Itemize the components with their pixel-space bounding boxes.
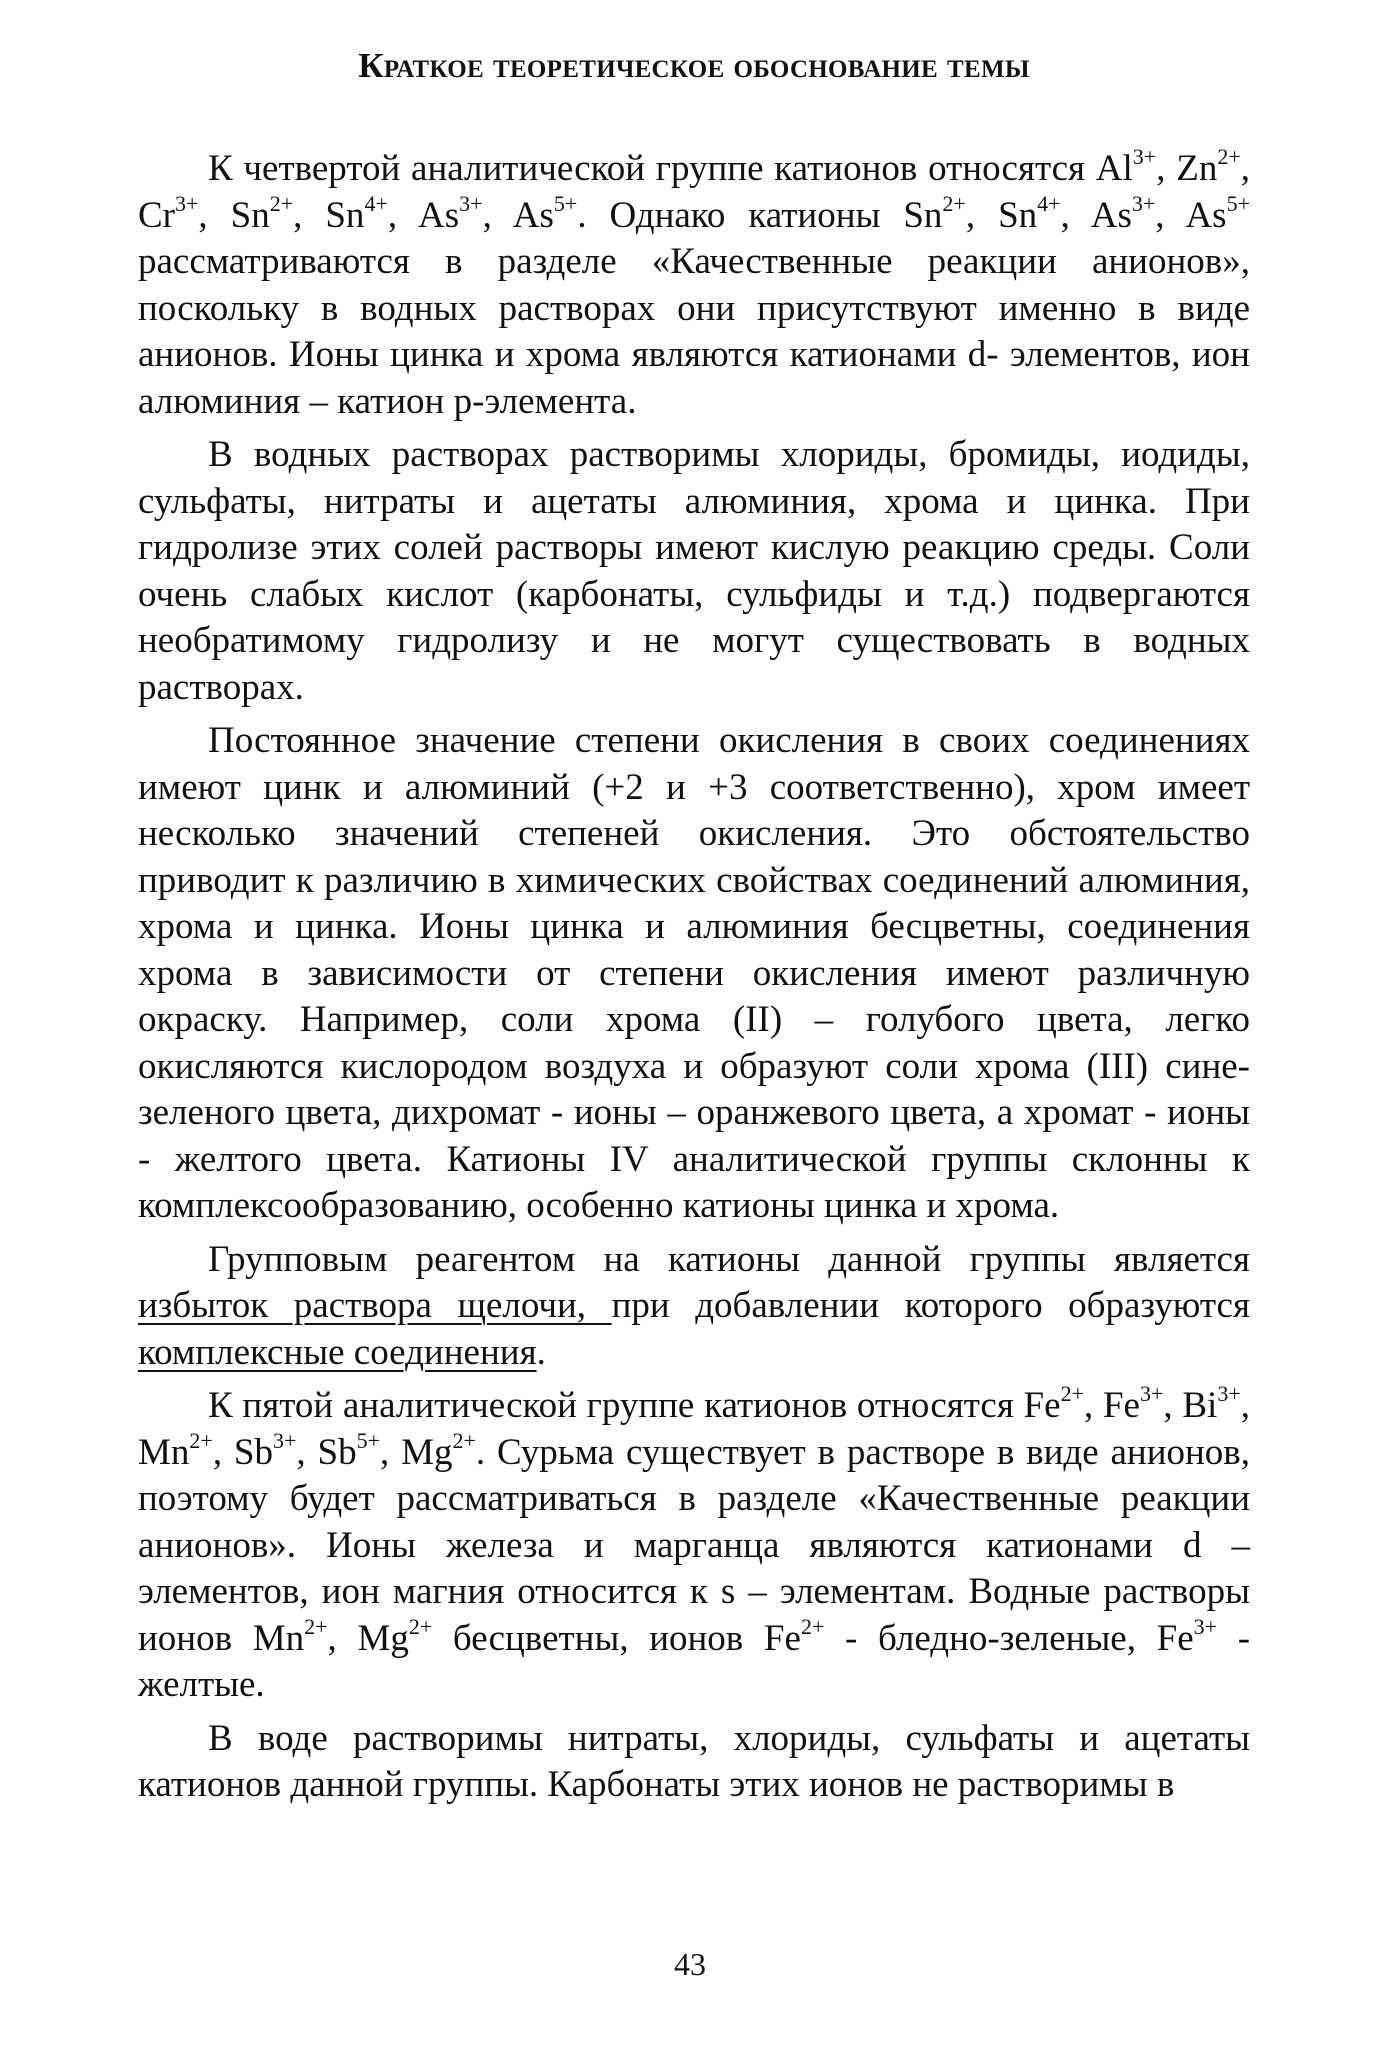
text-run: Групповым реагентом на катионы данной группы является <box>208 1238 1250 1280</box>
text-run: - желтые. <box>138 1617 1251 1705</box>
paragraph-group-five-cations <box>138 1383 1250 1709</box>
charge-superscript: 2+ <box>269 190 294 216</box>
text-run: . Сурьма существует в растворе в виде анионов, поэтому будет рассматриваться в разделе «Качественные реакции анионов». Ионы железа и марганца являются катионами d – элементов, ион магния относится к s – элементам. Водные растворы ионов Mn <box>138 1431 1251 1659</box>
text-run: , Sn <box>198 194 270 236</box>
text-run: , Mn <box>138 1385 1250 1473</box>
charge-superscript: 3+ <box>1131 190 1156 216</box>
charge-superscript: 3+ <box>1217 1381 1241 1406</box>
text-run: . <box>536 1331 546 1373</box>
charge-superscript: 3+ <box>459 190 483 216</box>
charge-superscript: 2+ <box>800 1613 825 1639</box>
charge-superscript: 2+ <box>452 1427 476 1453</box>
charge-superscript: 3+ <box>1139 1381 1164 1406</box>
page-number: 43 <box>674 1946 706 1982</box>
text-run: . Однако катионы Sn <box>577 194 943 236</box>
text-run: , Sn <box>293 194 365 236</box>
text-run: бесцветны, ионов Fe <box>432 1617 801 1659</box>
text-run: , As <box>1060 194 1132 236</box>
paragraph-solubility: В водных растворах растворимы хлориды, бромиды, иодиды, сульфаты, нитраты и ацетаты алюминия, хрома и цинка. При гидролизе этих солей растворы имеют кислую реакцию среды. Соли очень слабых кислот (карбонаты, сульфиды и т.д.) подвергаются необратимому гидролизу и не могут существовать в водных растворах. <box>138 434 1250 708</box>
charge-superscript: 2+ <box>1217 144 1241 169</box>
paragraph-group-four-cations <box>138 146 1250 425</box>
charge-superscript: 2+ <box>1060 1381 1084 1406</box>
text-run: , As <box>387 194 460 236</box>
charge-superscript: 2+ <box>304 1613 328 1639</box>
charge-superscript: 5+ <box>1226 190 1250 216</box>
charge-superscript: 3+ <box>273 1427 297 1453</box>
charge-superscript: 4+ <box>1037 190 1061 216</box>
charge-superscript: 4+ <box>364 190 388 216</box>
text-run: , As <box>1155 194 1227 236</box>
charge-superscript: 2+ <box>189 1427 213 1453</box>
underlined-text: комплексные соединения <box>138 1331 537 1373</box>
charge-superscript: 2+ <box>408 1613 433 1639</box>
text-run: , Sn <box>965 194 1038 236</box>
paragraph-group-reagent <box>138 1237 1250 1377</box>
underlined-text: избыток раствора щелочи, <box>138 1285 612 1326</box>
section-heading: Краткое теоретическое обоснование темы <box>358 46 1030 85</box>
text-run: , Bi <box>1163 1385 1218 1426</box>
charge-superscript: 2+ <box>942 190 966 216</box>
text-run: К пятой аналитической группе катионов относятся Fe <box>208 1385 1061 1426</box>
charge-superscript: 3+ <box>175 190 199 216</box>
text-run: - бледно-зеленые, Fe <box>824 1617 1194 1659</box>
text-run: рассматриваются в разделе «Качественные реакции анионов», поскольку в водных растворах они присутствуют именно в виде анионов. Ионы цинка и хрома являются катионами d- элементов, ион алюминия – катион р-элемента. <box>138 241 1250 422</box>
paragraph-water-solubility: В воде растворимы нитраты, хлориды, сульфаты и ацетаты катионов данной группы. Карбонаты этих ионов не растворимы в <box>138 1717 1250 1805</box>
charge-superscript: 5+ <box>553 190 578 216</box>
text-run: , Sb <box>212 1431 273 1473</box>
charge-superscript: 3+ <box>1132 144 1157 169</box>
paragraph-oxidation-states: Постоянное значение степени окисления в своих соединениях имеют цинк и алюминий (+2 и +3 соответственно), хром имеет несколько значений степеней окисления. Это обстоятельство приводит к различию в химических свойствах соединений алюминия, хрома и цинка. Ионы цинка и алюминия бесцветны, соединения хрома в зависимости от степени окисления имеют различную окраску. Например, соли хрома (II) – голубого цвета, легко окисляются кислородом воздуха и образуют соли хрома (III) сине-зеленого цвета, дихромат - ионы – оранжевого цвета, а хромат - ионы - желтого цвета. Катионы IV аналитической группы склонны к комплексообразованию, особенно катионы цинка и хрома. <box>138 720 1250 1226</box>
text-run: при добавлении которого образуются <box>611 1285 1250 1326</box>
charge-superscript: 5+ <box>356 1427 381 1453</box>
text-run: , Mg <box>327 1617 409 1659</box>
text-run: , Sb <box>296 1431 357 1473</box>
charge-superscript: 3+ <box>1193 1613 1218 1639</box>
text-run: , Cr <box>138 148 1250 236</box>
text-run: , Zn <box>1156 148 1218 189</box>
text-run: , Fe <box>1083 1385 1140 1426</box>
text-run: , Mg <box>380 1431 453 1473</box>
text-run: К четвертой аналитической группе катионов относятся Al <box>208 148 1133 189</box>
text-run: , As <box>482 194 554 236</box>
